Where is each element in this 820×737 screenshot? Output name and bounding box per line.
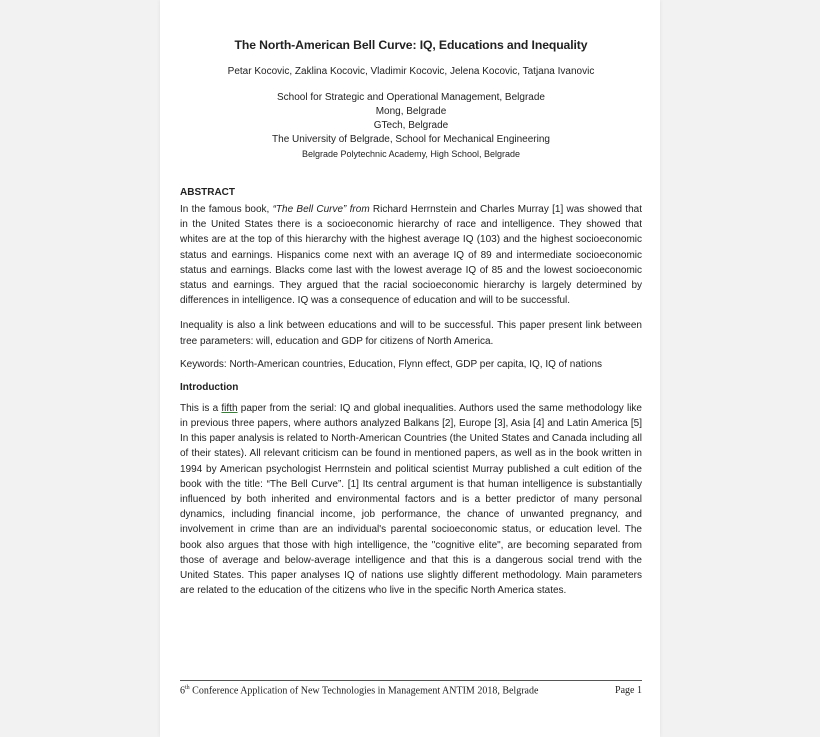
affiliations [180, 91, 642, 161]
fifth-word: fifth [221, 402, 238, 414]
abstract-p1-rest: Richard Herrnstein and Charles Murray [1] was showed that in the United States there is a socioeconomic hierarchy of race and intelligence. They showed that whites are at the top of this hierarchy with the highest average IQ (103) and the highest socioeconomic status and earnings. Hispanics come next with an average IQ of 89 and intermediate socioeconomic status and earnings. Blacks come last with the lowest average IQ of 85 and the lowest socioeconomic status and earnings. They argued that the racial socioeconomic hierarchy is largely determined by differences in intelligence. IQ was a consequence of education and will to be successful. [180, 204, 642, 307]
introduction-paragraph [180, 401, 642, 599]
paper-authors: Petar Kocovic, Zaklina Kocovic, Vladimir Kocovic, Jelena Kocovic, Tatjana Ivanovic [227, 66, 595, 77]
page-number: Page 1 [615, 685, 642, 696]
abstract-paragraph-1 [180, 202, 642, 308]
page-footer [180, 680, 642, 696]
ordinal-suffix: th [185, 685, 190, 691]
paper-content [180, 30, 642, 608]
conference-text: Conference Application of New Technologies in Management ANTIM 2018, Belgrade [189, 685, 539, 697]
abstract-heading: ABSTRACT [180, 187, 235, 198]
affiliation-1: School for Strategic and Operational Management, Belgrade [277, 92, 545, 103]
affiliation-3: GTech, Belgrade [373, 120, 449, 131]
keywords: Keywords: North-American countries, Education, Flynn effect, GDP per capita, IQ, IQ of nations [180, 358, 603, 370]
affiliation-2: Mong, Belgrade [375, 106, 447, 117]
introduction-heading: Introduction [180, 381, 239, 393]
affiliation-5: Belgrade Polytechnic Academy, High School, Belgrade [302, 149, 520, 159]
paper-title: The North-American Bell Curve: IQ, Educations and Inequality [234, 38, 588, 52]
conference-ordinal: 6 [180, 685, 185, 697]
abstract-paragraph-2: Inequality is also a link between educations and will to be successful. This paper present link between tree parameters: will, education and GDP for citizens of North America. [180, 320, 642, 347]
abstract-p1-start: In the famous book, [180, 204, 273, 215]
intro-rest: paper from the serial: IQ and global inequalities. Authors used the same methodology like in previous three papers, where authors analyzed Balkans [2], Europe [3], Asia [4] and Latin America [5] In this paper analysis is related to North-American Countries (the United States and Canada including all of their states). All relevant criticism can be found in mentioned papers, as well as in the book written in 1994 by American psychologist Herrnstein and political scientist Murray published a cult edition of the book with the title: “The Bell Curve”. [1] Its central argument is that human intelligence is substantially influenced by both inherited and environmental factors and is a better predictor of many personal dynamics, including financial income, job performance, the chance of unwanted pregnancy, and involvement in crime than are an individual's parental socioeconomic status, or education level. The book also argues that those with high intelligence, the "cognitive elite", are becoming separated from those of average and below-average intelligence and that this is a dangerous social trend with the United States. This paper analyses IQ of nations use slightly different methodology. Main parameters are related to the education of the citizens who live in the specific North America states. [180, 402, 642, 597]
book-title: “The Bell Curve” from [272, 204, 370, 215]
intro-start: This is a [180, 402, 222, 414]
affiliation-4: The University of Belgrade, School for Mechanical Engineering [272, 134, 550, 145]
